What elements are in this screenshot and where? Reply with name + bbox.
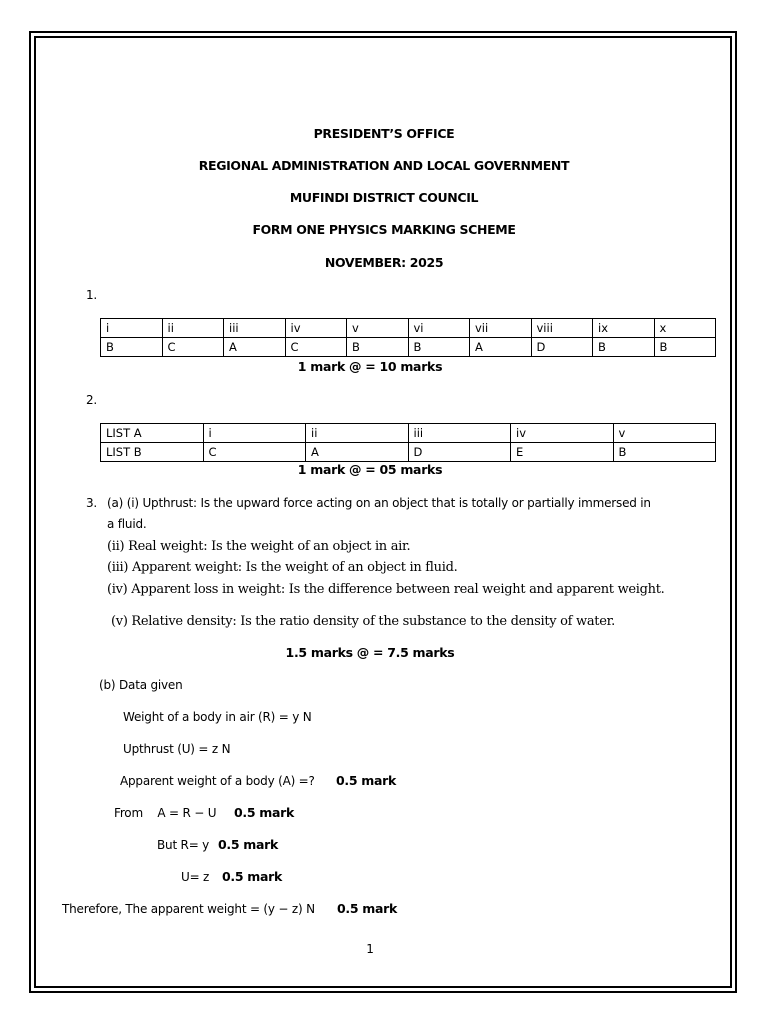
q3-b-substitute-r: But R= y [157,838,210,852]
question-1-answer-table [100,318,716,357]
table-cell: E [511,443,614,462]
q3-a-i-upthrust-line2: a fluid. [107,517,147,531]
table-cell: ii [306,424,409,443]
table-cell: iv [285,319,347,338]
q3-a-ii-real-weight: (ii) Real weight: Is the weight of an object in air. [107,539,411,554]
question-3-number: 3. [86,496,98,510]
table-cell: v [613,424,716,443]
question-2-number: 2. [86,393,98,407]
header-presidents-office: PRESIDENT’S OFFICE [313,126,455,141]
q3-b-formula: From A = R − U [114,806,217,820]
question-1-number: 1. [86,288,98,302]
q3-b-step3-mark: 0.5 mark [218,837,279,852]
table-cell: B [654,338,716,357]
header-district-council: MUFINDI DISTRICT COUNCIL [289,190,479,205]
table-row [101,424,716,443]
table-cell: vi [408,319,470,338]
table-cell: C [162,338,224,357]
q3-b-substitute-u: U= z [181,870,210,884]
header-exam-title: FORM ONE PHYSICS MARKING SCHEME [252,222,516,237]
table-cell: iv [511,424,614,443]
table-cell: iii [224,319,286,338]
q3-a-iv-apparent-loss: (iv) Apparent loss in weight: Is the difference between real weight and apparent weight. [107,582,665,597]
header-regional-administration: REGIONAL ADMINISTRATION AND LOCAL GOVERNMENT [198,158,570,173]
question-2-matching-table [100,423,716,462]
table-cell: LIST B [101,443,204,462]
q3-b-apparent-weight-unknown: Apparent weight of a body (A) =? [120,774,315,788]
q3-b-step2-mark: 0.5 mark [234,805,295,820]
q3-b-step4-mark: 0.5 mark [222,869,283,884]
table-row [101,443,716,462]
question-1-marks: 1 mark @ = 10 marks [297,359,443,374]
table-cell: v [347,319,409,338]
q3-a-v-relative-density: (v) Relative density: Is the ratio density of the substance to the density of water. [111,614,615,629]
table-row [101,319,716,338]
q3-a-i-upthrust-line1: (a) (i) Upthrust: Is the upward force acting on an object that is totally or partially immersed in [107,496,651,510]
question-2-marks: 1 mark @ = 05 marks [297,462,443,477]
table-cell: B [101,338,163,357]
header-date: NOVEMBER: 2025 [324,255,444,270]
q3-a-iii-apparent-weight: (iii) Apparent weight: Is the weight of an object in fluid. [107,560,458,575]
table-cell: B [408,338,470,357]
page-number: 1 [366,942,374,956]
table-row [101,338,716,357]
table-cell: i [203,424,306,443]
table-cell: i [101,319,163,338]
table-cell: viii [531,319,593,338]
table-cell: D [531,338,593,357]
q3-b-conclusion: Therefore, The apparent weight = (y − z) N [62,902,315,916]
q3-b-step5-mark: 0.5 mark [337,901,398,916]
table-cell: ii [162,319,224,338]
table-cell: vii [470,319,532,338]
table-cell: x [654,319,716,338]
question-3a-marks: 1.5 marks @ = 7.5 marks [285,645,455,660]
table-cell: B [593,338,655,357]
table-cell: A [224,338,286,357]
q3-b-upthrust: Upthrust (U) = z N [123,742,231,756]
table-cell: ix [593,319,655,338]
table-cell: iii [408,424,511,443]
table-cell: A [306,443,409,462]
table-cell: C [285,338,347,357]
table-cell: B [347,338,409,357]
table-cell: LIST A [101,424,204,443]
q3-b-step1-mark: 0.5 mark [336,773,397,788]
table-cell: B [613,443,716,462]
table-cell: D [408,443,511,462]
table-cell: A [470,338,532,357]
q3-b-weight-in-air: Weight of a body in air (R) = y N [123,710,312,724]
page-border-inner [34,36,732,988]
table-cell: C [203,443,306,462]
q3-b-data-given: (b) Data given [99,678,183,692]
